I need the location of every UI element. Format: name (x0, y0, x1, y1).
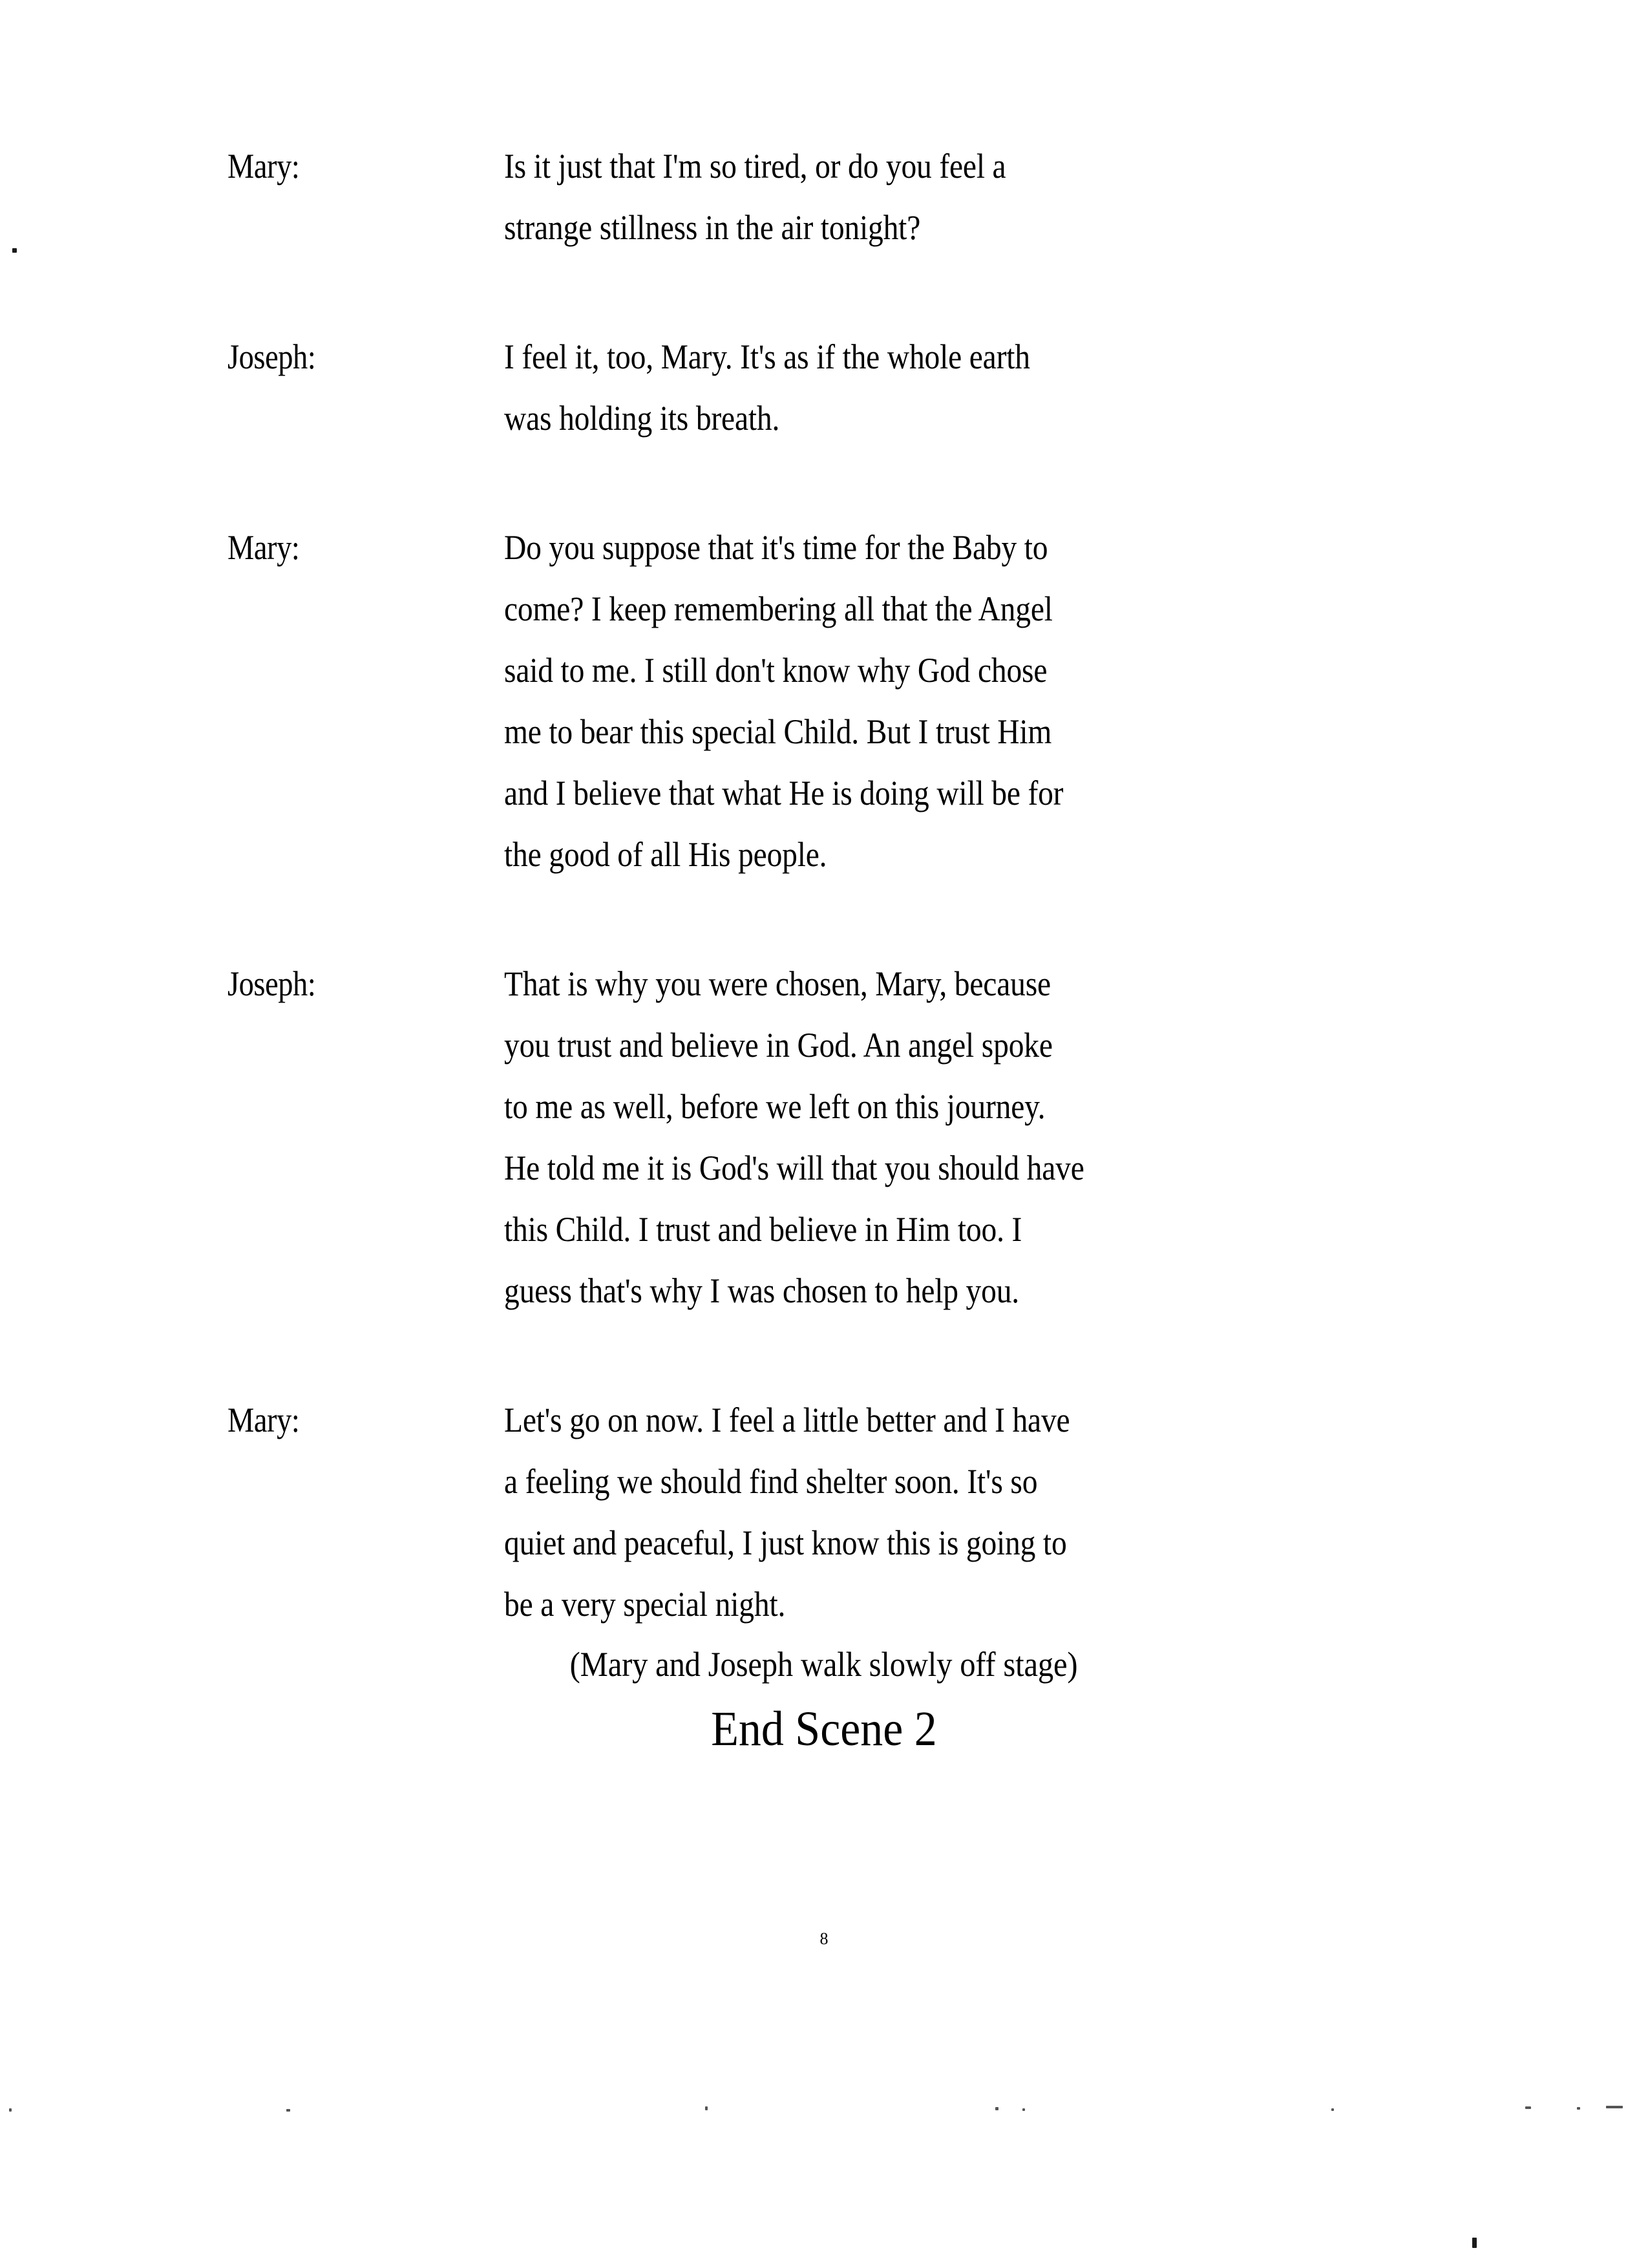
dialogue-line: He told me it is God's will that you should have (504, 1149, 1084, 1187)
scan-speck (1577, 2107, 1580, 2110)
dialogue-line: a feeling we should find shelter soon. It's so (504, 1462, 1038, 1501)
dialogue-line: guess that's why I was chosen to help you. (504, 1271, 1020, 1310)
dialogue-block (227, 517, 1455, 885)
dialogue-line: Is it just that I'm so tired, or do you feel a (504, 147, 1006, 185)
dialogue-line: be a very special night. (504, 1585, 786, 1624)
end-scene-heading (0, 1697, 1648, 1761)
dialogue-line: to me as well, before we left on this journey. (504, 1087, 1046, 1126)
dialogue-line: come? I keep remembering all that the Angel (504, 589, 1053, 628)
dialogue-block (227, 326, 1455, 449)
dialogue-block (227, 953, 1455, 1322)
dialogue-lines (504, 517, 1448, 885)
dialogue-line: you trust and believe in God. An angel spoke (504, 1026, 1053, 1065)
dialogue-lines (504, 326, 1448, 449)
speaker-label: Mary: (227, 147, 300, 185)
scan-speck (1331, 2108, 1334, 2111)
dialogue-line: said to me. I still don't know why God chose (504, 651, 1048, 690)
dialogue-line: That is why you were chosen, Mary, because (504, 964, 1051, 1003)
dialogue-block (227, 1390, 1455, 1635)
dialogue-line: strange stillness in the air tonight? (504, 208, 921, 247)
dialogue-line: quiet and peaceful, I just know this is going to (504, 1523, 1067, 1562)
scan-speck (1606, 2106, 1623, 2108)
scan-speck (705, 2106, 708, 2110)
stage-direction (0, 1634, 1648, 1695)
page-number: 8 (819, 1929, 829, 1948)
dialogue-line: me to bear this special Child. But I trust Him (504, 712, 1052, 751)
dialogue-line: this Child. I trust and believe in Him too. I (504, 1210, 1022, 1249)
scan-speck (1525, 2106, 1531, 2109)
dialogue-line: Do you suppose that it's time for the Baby to (504, 528, 1048, 567)
scan-speck (1022, 2108, 1025, 2111)
dialogue-line: Let's go on now. I feel a little better and I have (504, 1401, 1070, 1439)
speaker-label: Joseph: (227, 337, 316, 376)
scan-speck (12, 248, 17, 253)
dialogue-line: I feel it, too, Mary. It's as if the whole earth (504, 337, 1030, 376)
scan-speck (9, 2108, 12, 2112)
scan-speck (995, 2107, 998, 2110)
dialogue-lines (504, 953, 1448, 1322)
speaker-label: Mary: (227, 1401, 300, 1439)
dialogue-line: was holding its breath. (504, 399, 780, 438)
speaker-label: Mary: (227, 528, 300, 567)
stage-direction-text: (Mary and Joseph walk slowly off stage) (570, 1645, 1078, 1684)
dialogue-line: the good of all His people. (504, 835, 827, 874)
dialogue-lines (504, 1390, 1448, 1635)
dialogue-lines (504, 136, 1448, 259)
scan-speck (286, 2109, 290, 2112)
scan-speck (1472, 2238, 1477, 2248)
dialogue-line: and I believe that what He is doing will be for (504, 774, 1064, 812)
dialogue-block (227, 136, 1455, 259)
end-scene-text: End Scene 2 (711, 1702, 937, 1756)
speaker-label: Joseph: (227, 964, 316, 1003)
